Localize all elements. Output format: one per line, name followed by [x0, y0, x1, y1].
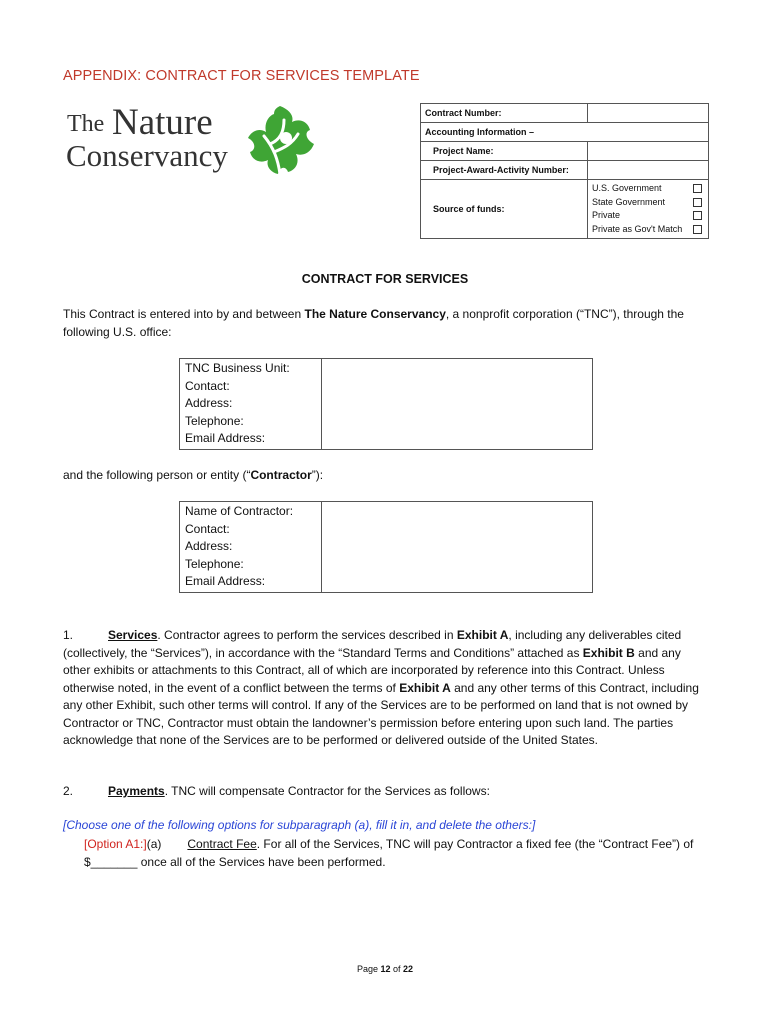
contract-number-label: Contract Number:	[421, 104, 588, 123]
tnc-field-labels: TNC Business Unit: Contact: Address: Telephone: Email Address:	[180, 359, 322, 450]
project-name-field[interactable]	[588, 142, 709, 161]
services-heading: Services	[108, 628, 158, 642]
tnc-field-values[interactable]	[322, 359, 593, 450]
logo-nature: Nature	[112, 102, 213, 143]
accounting-info-table	[420, 103, 709, 239]
fund-option-private[interactable]: Private	[592, 209, 704, 223]
tnc-name: The Nature Conservancy	[304, 307, 446, 321]
contract-fee-heading: Contract Fee	[187, 837, 257, 851]
contractor-field-values[interactable]	[322, 502, 593, 593]
source-of-funds-label: Source of funds:	[421, 180, 588, 239]
tnc-office-table	[179, 358, 593, 450]
contract-heading: CONTRACT FOR SERVICES	[301, 272, 469, 286]
choose-options-instruction: [Choose one of the following options for subparagraph (a), fill it in, and delete the others:]	[63, 818, 536, 832]
option-a1: [Option A1:](a) Contract Fee. For all of the Services, TNC will pay Contractor a fixed fee (the “Contract Fee”) of $_______ once all of the Services have been performed.	[84, 837, 694, 869]
appendix-title: APPENDIX: CONTRACT FOR SERVICES TEMPLATE	[63, 68, 420, 84]
project-award-field[interactable]	[588, 161, 709, 180]
logo-conservancy: Conservancy	[66, 138, 228, 173]
accounting-info-label: Accounting Information –	[421, 123, 588, 142]
contract-number-field[interactable]	[588, 104, 709, 123]
contractor-intro: and the following person or entity (“Contractor”):	[63, 468, 324, 482]
checkbox-icon[interactable]	[693, 211, 702, 220]
intro-paragraph: This Contract is entered into by and between The Nature Conservancy, a nonprofit corporation (“TNC”), through the following U.S. office:	[63, 307, 684, 339]
section-payments: 2. Payments. TNC will compensate Contractor for the Services as follows:	[63, 784, 490, 798]
accounting-info-field	[588, 123, 709, 142]
source-of-funds-options	[588, 180, 709, 239]
nature-conservancy-logo	[66, 103, 316, 183]
total-pages: 22	[403, 964, 414, 974]
fund-option-private-gov-match[interactable]: Private as Gov't Match	[592, 223, 704, 237]
option-a1-tag: [Option A1:]	[84, 837, 147, 851]
contractor-field-labels: Name of Contractor: Contact: Address: Telephone: Email Address:	[180, 502, 322, 593]
checkbox-icon[interactable]	[693, 225, 702, 234]
logo-wordmark	[66, 103, 256, 183]
section-services: 1. Services. Contractor agrees to perform the services described in Exhibit A, including any deliverables cited (collectively, the “Services”), in accordance with the “Standard Terms and Conditions” attached as Exhibit B and any other exhibits or attachments to this Contract, all of which are incorporated by reference into this Contract. Unless otherwise noted, in the event of a conflict between the terms of Exhibit A and any other terms of this Contract, including any other Exhibit, such other terms will control. If any of the Services are to be performed on land that is not owned by Contractor or TNC, Contractor must obtain the landowner’s permission before entering upon such land. The parties acknowledge that none of the Services are to be performed or delivered outside of the United States.	[63, 628, 699, 747]
payments-heading: Payments	[108, 784, 165, 798]
current-page: 12	[380, 964, 391, 974]
project-name-label: Project Name:	[421, 142, 588, 161]
page-footer: Page 12 of 22	[356, 964, 414, 974]
checkbox-icon[interactable]	[693, 184, 702, 193]
fund-option-us-government[interactable]: U.S. Government	[592, 182, 704, 196]
logo-the: The	[67, 111, 105, 137]
oak-leaf-icon	[244, 104, 316, 180]
contractor-table	[179, 501, 593, 593]
checkbox-icon[interactable]	[693, 198, 702, 207]
project-award-label: Project-Award-Activity Number:	[421, 161, 588, 180]
fund-option-state-government[interactable]: State Government	[592, 196, 704, 210]
